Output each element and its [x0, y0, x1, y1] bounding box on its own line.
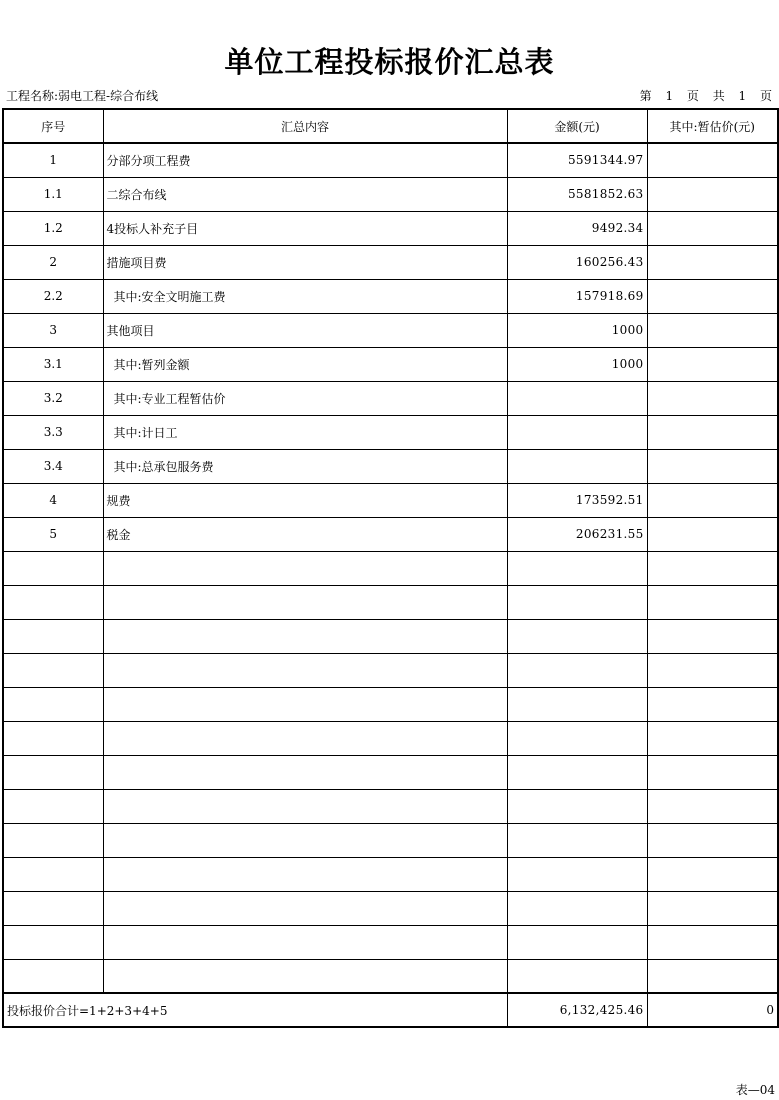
header-no: 序号: [3, 109, 103, 143]
row-no: 2: [3, 245, 103, 279]
row-provisional: [647, 245, 778, 279]
row-content: 其中:专业工程暂估价: [103, 381, 507, 415]
row-provisional: [647, 211, 778, 245]
empty-cell: [507, 619, 647, 653]
empty-cell: [647, 619, 778, 653]
row-content: 分部分项工程费: [103, 143, 507, 177]
row-no: 2.2: [3, 279, 103, 313]
empty-cell: [103, 585, 507, 619]
empty-row: [3, 891, 778, 925]
table-row: [3, 177, 778, 211]
empty-row: [3, 653, 778, 687]
empty-row: [3, 925, 778, 959]
row-no: 3.1: [3, 347, 103, 381]
row-no: 3: [3, 313, 103, 347]
row-provisional: [647, 143, 778, 177]
empty-cell: [3, 721, 103, 755]
empty-cell: [103, 857, 507, 891]
empty-cell: [507, 857, 647, 891]
table-row: [3, 143, 778, 177]
table-row: [3, 381, 778, 415]
row-content: 其中:安全文明施工费: [103, 279, 507, 313]
empty-cell: [507, 823, 647, 857]
summary-table: [2, 108, 779, 1028]
row-amount: 5591344.97: [507, 143, 647, 177]
empty-cell: [103, 551, 507, 585]
empty-cell: [3, 551, 103, 585]
empty-cell: [3, 789, 103, 823]
empty-cell: [507, 653, 647, 687]
row-amount: 206231.55: [507, 517, 647, 551]
row-content: 4投标人补充子目: [103, 211, 507, 245]
row-provisional: [647, 483, 778, 517]
row-content: 规费: [103, 483, 507, 517]
row-provisional: [647, 177, 778, 211]
table-row: [3, 211, 778, 245]
table-header-row: [3, 109, 778, 143]
row-provisional: [647, 449, 778, 483]
empty-cell: [507, 925, 647, 959]
empty-cell: [3, 925, 103, 959]
row-no: 3.3: [3, 415, 103, 449]
empty-cell: [3, 585, 103, 619]
row-content: 措施项目费: [103, 245, 507, 279]
row-provisional: [647, 347, 778, 381]
table-row: [3, 279, 778, 313]
row-amount: 1000: [507, 347, 647, 381]
row-no: 3.2: [3, 381, 103, 415]
empty-cell: [647, 857, 778, 891]
empty-row: [3, 687, 778, 721]
row-content: 二综合布线: [103, 177, 507, 211]
empty-cell: [647, 789, 778, 823]
empty-cell: [647, 959, 778, 993]
empty-row: [3, 585, 778, 619]
empty-cell: [647, 891, 778, 925]
project-name: [6, 87, 158, 104]
empty-cell: [103, 891, 507, 925]
table-row: [3, 517, 778, 551]
row-no: 4: [3, 483, 103, 517]
empty-cell: [647, 687, 778, 721]
empty-cell: [103, 687, 507, 721]
row-amount: 173592.51: [507, 483, 647, 517]
empty-row: [3, 959, 778, 993]
empty-cell: [507, 687, 647, 721]
empty-cell: [103, 755, 507, 789]
row-amount: [507, 415, 647, 449]
table-row: [3, 347, 778, 381]
empty-cell: [507, 721, 647, 755]
table-row: [3, 483, 778, 517]
table-row: [3, 449, 778, 483]
empty-cell: [647, 585, 778, 619]
row-provisional: [647, 313, 778, 347]
empty-cell: [507, 551, 647, 585]
header-provisional: 其中:暂估价(元): [647, 109, 778, 143]
row-no: 1.1: [3, 177, 103, 211]
empty-cell: [103, 823, 507, 857]
row-amount: 5581852.63: [507, 177, 647, 211]
row-amount: 160256.43: [507, 245, 647, 279]
empty-row: [3, 619, 778, 653]
project-name-value: 弱电工程-综合布线: [58, 89, 159, 103]
empty-cell: [3, 857, 103, 891]
page-info: 第 1 页 共 1 页: [639, 89, 773, 103]
empty-cell: [3, 959, 103, 993]
empty-cell: [103, 959, 507, 993]
empty-cell: [103, 925, 507, 959]
empty-cell: [3, 619, 103, 653]
row-amount: 9492.34: [507, 211, 647, 245]
row-no: 3.4: [3, 449, 103, 483]
row-content: 其中:总承包服务费: [103, 449, 507, 483]
row-content: 税金: [103, 517, 507, 551]
summary-table-body: [3, 109, 778, 1027]
empty-cell: [647, 755, 778, 789]
table-row: [3, 313, 778, 347]
row-no: 1.2: [3, 211, 103, 245]
empty-cell: [103, 789, 507, 823]
table-row: [3, 415, 778, 449]
empty-cell: [507, 585, 647, 619]
row-content: 其他项目: [103, 313, 507, 347]
empty-cell: [507, 891, 647, 925]
empty-cell: [647, 653, 778, 687]
total-label: 投标报价合计=1+2+3+4+5: [3, 993, 507, 1027]
empty-cell: [3, 687, 103, 721]
row-content: 其中:计日工: [103, 415, 507, 449]
empty-row: [3, 823, 778, 857]
empty-cell: [103, 653, 507, 687]
empty-cell: [507, 789, 647, 823]
row-no: 1: [3, 143, 103, 177]
empty-cell: [3, 653, 103, 687]
empty-cell: [3, 891, 103, 925]
empty-cell: [507, 755, 647, 789]
table-row: [3, 245, 778, 279]
total-row: [3, 993, 778, 1027]
empty-cell: [103, 619, 507, 653]
row-amount: 157918.69: [507, 279, 647, 313]
row-provisional: [647, 279, 778, 313]
row-provisional: [647, 415, 778, 449]
total-amount: 6,132,425.46: [507, 993, 647, 1027]
empty-cell: [647, 925, 778, 959]
row-no: 5: [3, 517, 103, 551]
row-content: 其中:暂列金额: [103, 347, 507, 381]
header-content: 汇总内容: [103, 109, 507, 143]
empty-cell: [3, 823, 103, 857]
empty-row: [3, 551, 778, 585]
page-title: 单位工程投标报价汇总表: [224, 45, 555, 79]
empty-cell: [647, 721, 778, 755]
row-provisional: [647, 381, 778, 415]
empty-row: [3, 721, 778, 755]
empty-cell: [507, 959, 647, 993]
empty-cell: [647, 823, 778, 857]
empty-row: [3, 755, 778, 789]
empty-cell: [3, 755, 103, 789]
row-amount: [507, 381, 647, 415]
empty-row: [3, 857, 778, 891]
empty-row: [3, 789, 778, 823]
project-name-label: 工程名称:: [6, 89, 59, 103]
form-code: 表—04: [735, 1083, 775, 1097]
row-amount: [507, 449, 647, 483]
row-amount: 1000: [507, 313, 647, 347]
header-amount: 金额(元): [507, 109, 647, 143]
empty-cell: [647, 551, 778, 585]
total-provisional: 0: [647, 993, 778, 1027]
empty-cell: [103, 721, 507, 755]
row-provisional: [647, 517, 778, 551]
